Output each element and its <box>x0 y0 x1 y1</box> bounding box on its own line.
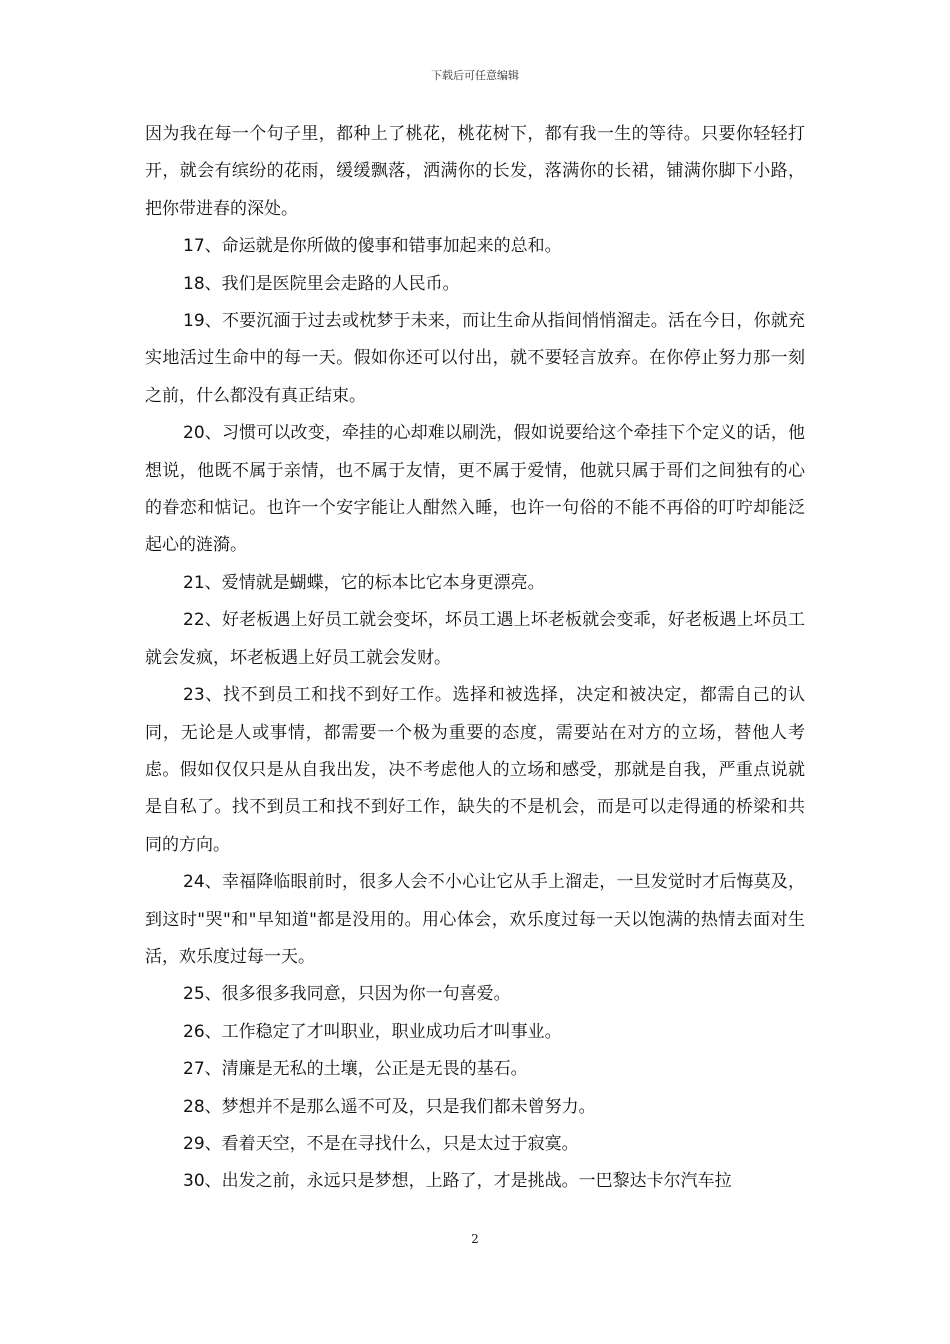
paragraph-item-17: 17、命运就是你所做的傻事和错事加起来的总和。 <box>183 236 562 257</box>
paragraph-item-19: 19、不要沉湎于过去或枕梦于未来，而让生命从指间悄悄溜走。活在今日，你就充实地活过生命中的每一天。假如你还可以付出，就不要轻言放弃。在你停止努力那一刻之前，什么都没有真正结束。 <box>145 311 805 406</box>
paragraph-item-30: 30、出发之前，永远只是梦想，上路了，才是挑战。一巴黎达卡尔汽车拉 <box>183 1171 732 1192</box>
paragraph-item-29: 29、看着天空，不是在寻找什么，只是太过于寂寞。 <box>183 1133 579 1154</box>
page-number: 2 <box>471 1232 479 1246</box>
paragraph-item-21: 21、爱情就是蝴蝶，它的标本比它本身更漂亮。 <box>183 572 545 593</box>
paragraph-item-24: 24、幸福降临眼前时，很多人会不小心让它从手上溜走，一旦发觉时才后悔莫及，到这时"哭"和"早知道"都是没用的。用心体会，欢乐度过每一天以饱满的热情去面对生活，欢乐度过每一天。 <box>145 872 805 967</box>
paragraph-item-22: 22、好老板遇上好员工就会变坏，坏员工遇上坏老板就会变乖，好老板遇上坏员工就会发疯，坏老板遇上好员工就会发财。 <box>145 610 805 668</box>
paragraph-item-25: 25、很多很多我同意，只因为你一句喜爱。 <box>183 984 511 1005</box>
paragraph-item-26: 26、工作稳定了才叫职业，职业成功后才叫事业。 <box>183 1021 562 1042</box>
paragraph-item-23: 23、找不到员工和找不到好工作。选择和被选择，决定和被决定，都需自己的认同，无论是人或事情，都需要一个极为重要的态度，需要站在对方的立场，替他人考虑。假如仅仅只是从自我出发，决不考虑他人的立场和感受，那就是自我，严重点说就是自私了。找不到员工和找不到好工作，缺失的不是机会，而是可以走得通的桥梁和共同的方向。 <box>145 685 805 855</box>
page-header: 下载后可任意编辑 <box>431 69 519 82</box>
paragraph-item-27: 27、清廉是无私的土壤，公正是无畏的基石。 <box>183 1059 528 1080</box>
paragraph-item-28: 28、梦想并不是那么遥不可及，只是我们都未曾努力。 <box>183 1096 596 1117</box>
paragraph-item-20: 20、习惯可以改变，牵挂的心却难以刷洗，假如说要给这个牵挂下个定义的话，他想说，他既不属于亲情，也不属于友情，更不属于爱情，他就只属于哥们之间独有的心的眷恋和惦记。也许一个安字能让人酣然入睡，也许一句俗的不能不再俗的叮咛却能泛起心的涟漪。 <box>145 423 805 556</box>
body-text <box>145 116 805 1201</box>
paragraph-continuation: 因为我在每一个句子里，都种上了桃花，桃花树下，都有我一生的等待。只要你轻轻打开，就会有缤纷的花雨，缓缓飘落，洒满你的长发，落满你的长裙，铺满你脚下小路，把你带进春的深处。 <box>145 124 805 219</box>
paragraph-item-18: 18、我们是医院里会走路的人民币。 <box>183 273 460 294</box>
